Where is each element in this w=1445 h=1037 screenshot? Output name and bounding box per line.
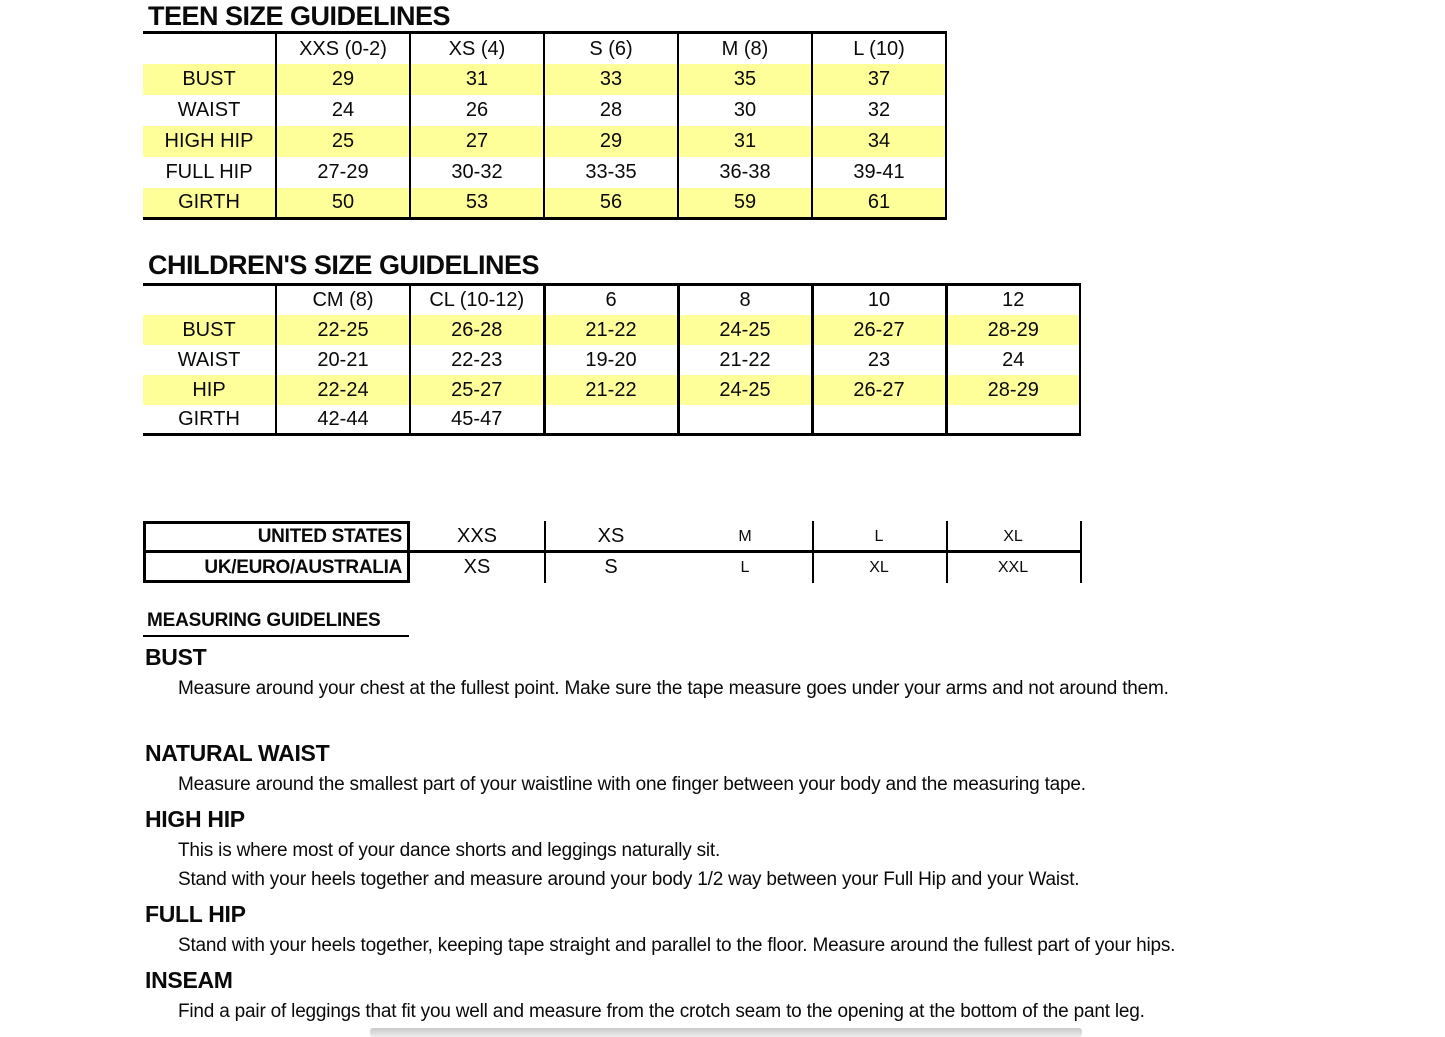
cell: 30: [678, 95, 812, 126]
measure-heading-inseam: INSEAM: [145, 967, 233, 993]
cell: 35: [678, 64, 812, 95]
cell: XXL: [997, 559, 1029, 576]
cell: 29: [544, 126, 678, 157]
row-label: WAIST: [177, 99, 241, 121]
cell: 37: [812, 64, 946, 95]
conversion-row-us: [143, 521, 1082, 552]
table-row-full-hip: [143, 157, 946, 188]
cell: 50: [276, 188, 410, 219]
cell: 56: [544, 188, 678, 219]
cell: 24: [276, 95, 410, 126]
divider-line: [1080, 521, 1082, 583]
cell: 27: [410, 126, 544, 157]
cell: 36-38: [678, 157, 812, 188]
measure-heading-full-hip: FULL HIP: [145, 901, 246, 927]
cell: [678, 405, 812, 435]
conversion-row-uk: [143, 552, 1082, 583]
column-header: XS (4): [410, 33, 544, 64]
row-label: GIRTH: [178, 407, 240, 430]
measure-heading-high-hip: HIGH HIP: [145, 806, 245, 832]
column-header: M (8): [678, 33, 812, 64]
children-size-table: [143, 283, 1081, 436]
corner-cell: [143, 285, 276, 315]
table-row-high-hip: [143, 126, 946, 157]
cell: S: [604, 556, 618, 578]
divider-line: [812, 521, 814, 583]
page-edge-shadow: [370, 1028, 1082, 1037]
cell: 32: [812, 95, 946, 126]
column-header: CL (10-12): [410, 285, 544, 315]
cell: L: [740, 559, 750, 576]
corner-cell: [143, 33, 276, 64]
cell: 26: [410, 95, 544, 126]
row-label: UNITED STATES: [257, 526, 402, 547]
cell: 19-20: [544, 345, 678, 375]
cell: 23: [812, 345, 946, 375]
table-row-hip: [143, 375, 1080, 405]
measure-heading-natural-waist: NATURAL WAIST: [145, 740, 330, 766]
children-section-title: CHILDREN'S SIZE GUIDELINES: [148, 250, 539, 280]
cell: 26-27: [812, 315, 946, 345]
row-label: BUST: [143, 64, 276, 95]
row-label: WAIST: [177, 348, 241, 371]
cell: 22-24: [276, 375, 410, 405]
column-header: 6: [544, 285, 678, 315]
teen-header-row: [143, 33, 946, 64]
size-conversion-table: [143, 521, 1082, 583]
table-row-bust: [143, 64, 946, 95]
cell: [812, 405, 946, 435]
cell: 45-47: [410, 405, 544, 435]
cell: XS: [463, 556, 491, 578]
measuring-guidelines-title: MEASURING GUIDELINES: [143, 610, 409, 637]
divider-line: [544, 521, 546, 583]
cell: 34: [812, 126, 946, 157]
cell: [946, 405, 1080, 435]
cell: 22-23: [410, 345, 544, 375]
cell: 31: [410, 64, 544, 95]
cell: 59: [678, 188, 812, 219]
column-header: L (10): [812, 33, 946, 64]
cell: XL: [869, 559, 889, 576]
cell: 28: [544, 95, 678, 126]
cell: 20-21: [276, 345, 410, 375]
cell: 28-29: [946, 315, 1080, 345]
cell: 22-25: [276, 315, 410, 345]
measure-text-inseam: Find a pair of leggings that fit you well and measure from the crotch seam to the opening at the bottom of the pant leg.: [178, 1001, 1145, 1022]
column-header: 8: [678, 285, 812, 315]
row-label: BUST: [143, 315, 276, 345]
cell: 25-27: [410, 375, 544, 405]
cell: L: [874, 528, 884, 545]
cell: 24-25: [678, 315, 812, 345]
measure-heading-bust: BUST: [145, 644, 207, 670]
column-header: CM (8): [276, 285, 410, 315]
cell: 21-22: [544, 315, 678, 345]
cell: 53: [410, 188, 544, 219]
cell: 24-25: [678, 375, 812, 405]
children-header-row: [143, 285, 1080, 315]
cell: 26-28: [410, 315, 544, 345]
measuring-guidelines-section: [143, 610, 1358, 1026]
measure-text-full-hip: Stand with your heels together, keeping tape straight and parallel to the floor. Measure around the fullest part of your hips.: [178, 935, 1176, 956]
row-label: FULL HIP: [165, 161, 253, 183]
table-row-girth: [143, 405, 1080, 435]
cell: 24: [946, 345, 1080, 375]
divider-line: [143, 550, 1082, 553]
table-row-bust: [143, 315, 1080, 345]
cell: 27-29: [276, 157, 410, 188]
cell: XL: [1003, 528, 1023, 545]
measure-text-high-hip-1: This is where most of your dance shorts and leggings naturally sit.: [178, 840, 721, 861]
cell: 31: [678, 126, 812, 157]
teen-size-table: [143, 31, 947, 220]
cell: M: [738, 528, 752, 545]
cell: 26-27: [812, 375, 946, 405]
table-row-waist: [143, 345, 1080, 375]
teen-section-title: TEEN SIZE GUIDELINES: [148, 1, 451, 31]
cell: 25: [276, 126, 410, 157]
cell: 29: [276, 64, 410, 95]
column-header: XXS (0-2): [276, 33, 410, 64]
table-row-girth: [143, 188, 946, 219]
cell: 28-29: [946, 375, 1080, 405]
measure-text-natural-waist: Measure around the smallest part of your waistline with one finger between your body and the measuring tape.: [178, 774, 1086, 795]
cell: 42-44: [276, 405, 410, 435]
measure-text-high-hip-2: Stand with your heels together and measure around your body 1/2 way between your Full Hip and your Waist.: [178, 869, 1080, 890]
column-header: 12: [946, 285, 1080, 315]
row-label: UK/EURO/AUSTRALIA: [204, 557, 402, 578]
cell: 33: [544, 64, 678, 95]
row-label: HIP: [143, 375, 276, 405]
cell: 21-22: [678, 345, 812, 375]
cell: XXS: [456, 525, 498, 547]
column-header: 10: [812, 285, 946, 315]
row-label: GIRTH: [143, 188, 276, 219]
cell: 33-35: [544, 157, 678, 188]
row-label: HIGH HIP: [143, 126, 276, 157]
column-header: S (6): [544, 33, 678, 64]
table-row-waist: [143, 95, 946, 126]
cell: XS: [597, 525, 625, 547]
measure-text-bust: Measure around your chest at the fullest point. Make sure the tape measure goes under your arms and not around them.: [178, 678, 1169, 699]
cell: [544, 405, 678, 435]
cell: 39-41: [812, 157, 946, 188]
cell: 30-32: [410, 157, 544, 188]
divider-line: [946, 521, 948, 583]
cell: 21-22: [544, 375, 678, 405]
cell: 61: [812, 188, 946, 219]
